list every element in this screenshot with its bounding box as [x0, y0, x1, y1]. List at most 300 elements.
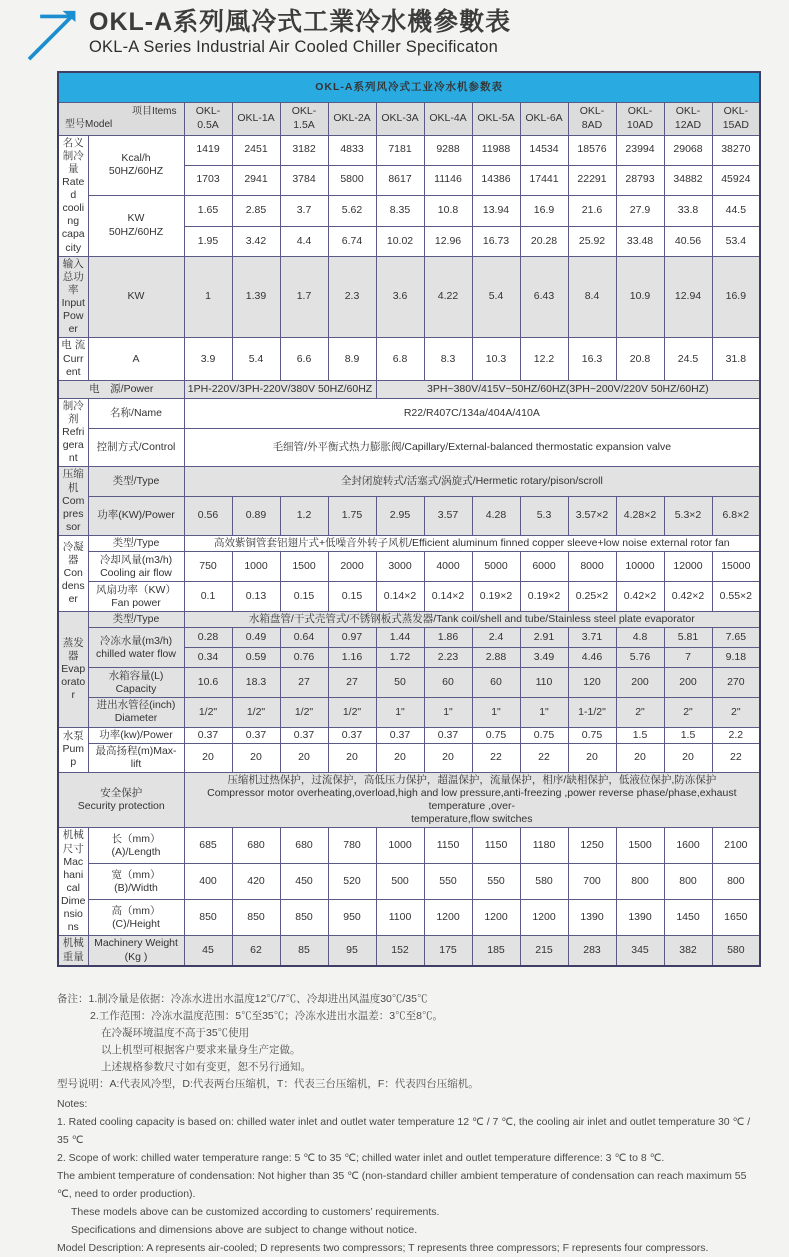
- value-cell: 850: [232, 900, 280, 936]
- value-cell: 283: [568, 936, 616, 966]
- value-cell: 685: [184, 828, 232, 864]
- value-cell: 20: [376, 743, 424, 772]
- value-cell: 500: [376, 864, 424, 900]
- value-cell: 13.94: [472, 195, 520, 226]
- value-cell: 2": [664, 698, 712, 727]
- value-cell: 1/2": [184, 698, 232, 727]
- value-cell: 16.9: [712, 256, 760, 338]
- table-row: [58, 864, 760, 900]
- note-line: 1. Rated cooling capacity is based on: chilled water inlet and outlet water temperature 12 ℃ / 7 ℃, the cooling air inlet and outlet temperature 30 ℃ / 35 ℃: [57, 1115, 751, 1146]
- value-cell: 2941: [232, 165, 280, 195]
- value-cell: 22: [520, 743, 568, 772]
- value-cell: 4.28×2: [616, 496, 664, 535]
- value-cell: 1.39: [232, 256, 280, 338]
- value-cell: 12.94: [664, 256, 712, 338]
- corner-cell: [58, 102, 184, 135]
- value-cell: 20.8: [616, 338, 664, 380]
- model-header: OKL-4A: [424, 102, 472, 135]
- note-line: Notes:: [57, 1097, 88, 1110]
- table-row: [58, 256, 760, 338]
- value-cell: 850: [280, 900, 328, 936]
- value-cell: 22291: [568, 165, 616, 195]
- value-cell: 62: [232, 936, 280, 966]
- value-cell: 0.14×2: [376, 582, 424, 612]
- value-cell: 3182: [280, 135, 328, 165]
- value-cell: 5.3×2: [664, 496, 712, 535]
- value-cell: 50: [376, 668, 424, 698]
- value-cell: 45: [184, 936, 232, 966]
- model-header: OKL-12AD: [664, 102, 712, 135]
- value-cell: 5800: [328, 165, 376, 195]
- model-header: OKL-8AD: [568, 102, 616, 135]
- value-cell: 0.14×2: [424, 582, 472, 612]
- value-cell: 2000: [328, 552, 376, 582]
- value-cell: 3.6: [376, 256, 424, 338]
- value-cell: 2.95: [376, 496, 424, 535]
- model-header: OKL-15AD: [712, 102, 760, 135]
- value-cell: 1/2": [328, 698, 376, 727]
- value-cell: 33.8: [664, 195, 712, 226]
- value-cell: 270: [712, 668, 760, 698]
- value-cell: 382: [664, 936, 712, 966]
- item-label: KW: [88, 256, 184, 338]
- span-text-cell: 毛细管/外平衡式热力膨胀阀/Capillary/External-balanced thermostatic expansion valve: [184, 429, 760, 467]
- value-cell: 7: [664, 648, 712, 668]
- model-header: OKL-6A: [520, 102, 568, 135]
- note-line: 备注：1.制冷量是依据：冷冻水进出水温度12℃/7℃、冷却进出风温度30℃/35℃: [57, 992, 428, 1005]
- value-cell: 60: [424, 668, 472, 698]
- item-label: 类型/Type: [88, 612, 184, 628]
- value-cell: 0.89: [232, 496, 280, 535]
- value-cell: 1": [424, 698, 472, 727]
- value-cell: 45924: [712, 165, 760, 195]
- value-cell: 0.76: [280, 648, 328, 668]
- value-cell: 8.9: [328, 338, 376, 380]
- span-text-cell: 3PH~380V/415V~50HZ/60HZ(3PH~200V/220V 50HZ/60HZ): [376, 380, 760, 398]
- value-cell: 175: [424, 936, 472, 966]
- value-cell: 11146: [424, 165, 472, 195]
- table-row: [58, 628, 760, 648]
- value-cell: 0.15: [280, 582, 328, 612]
- note-line: These models above can be customized according to customers’ requirements.: [71, 1205, 440, 1218]
- value-cell: 3.71: [568, 628, 616, 648]
- value-cell: 53.4: [712, 226, 760, 256]
- table-row: [58, 668, 760, 698]
- value-cell: 850: [184, 900, 232, 936]
- item-label: 高（mm）(C)/Height: [88, 900, 184, 936]
- span-text-cell: R22/R407C/134a/404A/410A: [184, 398, 760, 429]
- value-cell: 2.2: [712, 727, 760, 743]
- corner-model-label: 型号Model: [65, 119, 113, 130]
- value-cell: 21.6: [568, 195, 616, 226]
- value-cell: 4833: [328, 135, 376, 165]
- value-cell: 0.37: [328, 727, 376, 743]
- value-cell: 33.48: [616, 226, 664, 256]
- value-cell: 1: [184, 256, 232, 338]
- value-cell: 1180: [520, 828, 568, 864]
- item-label: 功率(KW)/Power: [88, 496, 184, 535]
- value-cell: 9.18: [712, 648, 760, 668]
- value-cell: 14386: [472, 165, 520, 195]
- note-line: 2.工作范围：冷冻水温度范围：5℃至35℃；冷冻水进出水温差：3℃至8℃。: [90, 1009, 443, 1022]
- section-label: 电 源/Power: [58, 380, 184, 398]
- value-cell: 24.5: [664, 338, 712, 380]
- table-caption: OKL-A系列风冷式工业冷水机参数表: [58, 72, 760, 102]
- value-cell: 3.49: [520, 648, 568, 668]
- value-cell: 2.91: [520, 628, 568, 648]
- value-cell: 0.25×2: [568, 582, 616, 612]
- notes-english: [57, 1095, 757, 1257]
- value-cell: 1500: [616, 828, 664, 864]
- value-cell: 2100: [712, 828, 760, 864]
- section-label: 机械尺寸 Machanical Dimensions: [58, 828, 88, 936]
- note-line: 在冷凝环境温度不高于35℃使用: [101, 1026, 250, 1039]
- value-cell: 0.1: [184, 582, 232, 612]
- value-cell: 0.37: [376, 727, 424, 743]
- value-cell: 1450: [664, 900, 712, 936]
- note-line: The ambient temperature of condensation: Not higher than 35 ℃ (non-standard chiller ambient temperature of condensation can reach maximum 55 ℃, need to order production).: [57, 1169, 747, 1200]
- value-cell: 0.42×2: [664, 582, 712, 612]
- value-cell: 20: [616, 743, 664, 772]
- spec-table-wrap: [57, 71, 789, 967]
- value-cell: 7.65: [712, 628, 760, 648]
- value-cell: 0.34: [184, 648, 232, 668]
- value-cell: 1000: [232, 552, 280, 582]
- table-row: [58, 727, 760, 743]
- value-cell: 5.4: [232, 338, 280, 380]
- caption-row: [58, 72, 760, 102]
- item-label: 风扇功率（KW） Fan power: [88, 582, 184, 612]
- value-cell: 1390: [616, 900, 664, 936]
- value-cell: 27.9: [616, 195, 664, 226]
- value-cell: 0.19×2: [472, 582, 520, 612]
- item-label: A: [88, 338, 184, 380]
- value-cell: 0.37: [232, 727, 280, 743]
- value-cell: 800: [664, 864, 712, 900]
- value-cell: 4.8: [616, 628, 664, 648]
- value-cell: 8.4: [568, 256, 616, 338]
- value-cell: 20: [424, 743, 472, 772]
- table-row: [58, 772, 760, 828]
- corner-items-label: 项目Items: [132, 105, 177, 117]
- value-cell: 800: [616, 864, 664, 900]
- value-cell: 5.62: [328, 195, 376, 226]
- value-cell: 1.44: [376, 628, 424, 648]
- note-line: Specifications and dimensions above are subject to change without notice.: [71, 1223, 418, 1236]
- value-cell: 20: [664, 743, 712, 772]
- value-cell: 750: [184, 552, 232, 582]
- value-cell: 9288: [424, 135, 472, 165]
- span-text-cell: 压缩机过热保护，过流保护，高低压力保护，超温保护，流量保护，相序/缺相保护，低液位保护,防冻保护 Compressor motor overheating,overload,high and low pressure,anti-freezing ,power reverse phase/phase,exhaust temperature ,over- temperature,flow switches: [184, 772, 760, 828]
- titles: [89, 7, 511, 57]
- value-cell: 3.7: [280, 195, 328, 226]
- value-cell: 34882: [664, 165, 712, 195]
- value-cell: 200: [664, 668, 712, 698]
- value-cell: 1": [520, 698, 568, 727]
- item-label: 名称/Name: [88, 398, 184, 429]
- table-row: [58, 582, 760, 612]
- value-cell: 1/2": [280, 698, 328, 727]
- value-cell: 1.65: [184, 195, 232, 226]
- value-cell: 1703: [184, 165, 232, 195]
- value-cell: 4.22: [424, 256, 472, 338]
- value-cell: 1150: [472, 828, 520, 864]
- masthead: [0, 0, 789, 61]
- value-cell: 25.92: [568, 226, 616, 256]
- value-cell: 27: [280, 668, 328, 698]
- value-cell: 1500: [280, 552, 328, 582]
- model-header-row: [58, 102, 760, 135]
- value-cell: 2.23: [424, 648, 472, 668]
- value-cell: 8617: [376, 165, 424, 195]
- value-cell: 5000: [472, 552, 520, 582]
- value-cell: 10.02: [376, 226, 424, 256]
- section-label: 压缩机 Compressor: [58, 467, 88, 536]
- table-row: [58, 743, 760, 772]
- value-cell: 16.73: [472, 226, 520, 256]
- value-cell: 20: [568, 743, 616, 772]
- value-cell: 6000: [520, 552, 568, 582]
- value-cell: 1.72: [376, 648, 424, 668]
- spec-table: [57, 71, 761, 967]
- table-row: [58, 338, 760, 380]
- value-cell: 1.95: [184, 226, 232, 256]
- span-text-cell: 水箱盘管/干式壳管式/不锈钢板式蒸发器/Tank coil/shell and tube/Stainless steel plate evaporator: [184, 612, 760, 628]
- table-row: [58, 195, 760, 226]
- value-cell: 1/2": [232, 698, 280, 727]
- value-cell: 1150: [424, 828, 472, 864]
- model-header: OKL-1.5A: [280, 102, 328, 135]
- value-cell: 1250: [568, 828, 616, 864]
- item-label: KW 50HZ/60HZ: [88, 195, 184, 256]
- table-row: [58, 936, 760, 966]
- table-row: [58, 398, 760, 429]
- value-cell: 7181: [376, 135, 424, 165]
- model-header: OKL-3A: [376, 102, 424, 135]
- model-header: OKL-1A: [232, 102, 280, 135]
- value-cell: 200: [616, 668, 664, 698]
- value-cell: 0.75: [568, 727, 616, 743]
- value-cell: 0.13: [232, 582, 280, 612]
- table-row: [58, 496, 760, 535]
- section-label: 冷凝器 Condenser: [58, 536, 88, 612]
- value-cell: 20: [232, 743, 280, 772]
- value-cell: 680: [280, 828, 328, 864]
- page-title-zh: OKL-A系列風冷式工業冷水機參數表: [89, 8, 512, 36]
- value-cell: 215: [520, 936, 568, 966]
- table-row: [58, 552, 760, 582]
- section-label: 蒸发器 Evaporator: [58, 612, 88, 727]
- value-cell: 1.86: [424, 628, 472, 648]
- section-label: 制冷剂 Refrigerant: [58, 398, 88, 467]
- table-row: [58, 536, 760, 552]
- value-cell: 16.3: [568, 338, 616, 380]
- value-cell: 4.4: [280, 226, 328, 256]
- value-cell: 4.28: [472, 496, 520, 535]
- value-cell: 0.19×2: [520, 582, 568, 612]
- value-cell: 1600: [664, 828, 712, 864]
- value-cell: 1.5: [664, 727, 712, 743]
- notes-block: [57, 991, 757, 1257]
- value-cell: 28793: [616, 165, 664, 195]
- value-cell: 8.35: [376, 195, 424, 226]
- value-cell: 10000: [616, 552, 664, 582]
- value-cell: 1200: [424, 900, 472, 936]
- section-label: 输入总功率 Input Power: [58, 256, 88, 338]
- value-cell: 5.81: [664, 628, 712, 648]
- table-row: [58, 135, 760, 165]
- value-cell: 8000: [568, 552, 616, 582]
- value-cell: 85: [280, 936, 328, 966]
- value-cell: 3000: [376, 552, 424, 582]
- item-label: Machinery Weight (Kg ): [88, 936, 184, 966]
- span-text-cell: 1PH-220V/3PH-220V/380V 50HZ/60HZ: [184, 380, 376, 398]
- value-cell: 4000: [424, 552, 472, 582]
- value-cell: 0.56: [184, 496, 232, 535]
- value-cell: 0.59: [232, 648, 280, 668]
- value-cell: 18576: [568, 135, 616, 165]
- value-cell: 6.8: [376, 338, 424, 380]
- table-row: [58, 612, 760, 628]
- table-row: [58, 429, 760, 467]
- value-cell: 15000: [712, 552, 760, 582]
- item-label: 水箱容量(L) Capacity: [88, 668, 184, 698]
- page-title-en: OKL-A Series Industrial Air Cooled Chiller Specificaton: [89, 38, 499, 56]
- value-cell: 14534: [520, 135, 568, 165]
- value-cell: 5.3: [520, 496, 568, 535]
- model-header: OKL-2A: [328, 102, 376, 135]
- value-cell: 1.2: [280, 496, 328, 535]
- section-label: 机械重量: [58, 936, 88, 966]
- value-cell: 6.6: [280, 338, 328, 380]
- item-label: 类型/Type: [88, 467, 184, 496]
- value-cell: 0.97: [328, 628, 376, 648]
- item-label: 宽（mm）(B)/Width: [88, 864, 184, 900]
- item-label: 控制方式/Control: [88, 429, 184, 467]
- value-cell: 2.4: [472, 628, 520, 648]
- item-label: 长（mm）(A)/Length: [88, 828, 184, 864]
- value-cell: 20.28: [520, 226, 568, 256]
- value-cell: 0.37: [280, 727, 328, 743]
- value-cell: 12000: [664, 552, 712, 582]
- value-cell: 0.75: [472, 727, 520, 743]
- table-row: [58, 467, 760, 496]
- value-cell: 1.75: [328, 496, 376, 535]
- value-cell: 22: [472, 743, 520, 772]
- model-header: OKL-10AD: [616, 102, 664, 135]
- value-cell: 0.75: [520, 727, 568, 743]
- value-cell: 550: [424, 864, 472, 900]
- table-row: [58, 900, 760, 936]
- value-cell: 1.5: [616, 727, 664, 743]
- value-cell: 2.88: [472, 648, 520, 668]
- value-cell: 5.76: [616, 648, 664, 668]
- notes-chinese: [57, 991, 757, 1093]
- value-cell: 1650: [712, 900, 760, 936]
- value-cell: 3784: [280, 165, 328, 195]
- value-cell: 8.3: [424, 338, 472, 380]
- section-label: 电 流 Current: [58, 338, 88, 380]
- value-cell: 20: [328, 743, 376, 772]
- value-cell: 23994: [616, 135, 664, 165]
- value-cell: 1000: [376, 828, 424, 864]
- value-cell: 1419: [184, 135, 232, 165]
- value-cell: 580: [520, 864, 568, 900]
- item-label: 类型/Type: [88, 536, 184, 552]
- value-cell: 29068: [664, 135, 712, 165]
- value-cell: 3.57×2: [568, 496, 616, 535]
- section-label: 名义制冷量 Rated cooling capacity: [58, 135, 88, 256]
- value-cell: 10.6: [184, 668, 232, 698]
- value-cell: 0.15: [328, 582, 376, 612]
- value-cell: 1.7: [280, 256, 328, 338]
- value-cell: 1100: [376, 900, 424, 936]
- table-row: [58, 380, 760, 398]
- value-cell: 22: [712, 743, 760, 772]
- value-cell: 1-1/2": [568, 698, 616, 727]
- value-cell: 0.37: [184, 727, 232, 743]
- value-cell: 520: [328, 864, 376, 900]
- value-cell: 2": [616, 698, 664, 727]
- value-cell: 3.57: [424, 496, 472, 535]
- value-cell: 6.74: [328, 226, 376, 256]
- model-header: OKL-0.5A: [184, 102, 232, 135]
- span-text-cell: 高效紫铜管套铝翅片式+低噪音外转子风机/Efficient aluminum finned copper sleeve+low noise external rotor fan: [184, 536, 760, 552]
- section-label: 安全保护 Security protection: [58, 772, 184, 828]
- note-line: Model Description: A represents air-cooled; D represents two compressors; T represents three compressors; F represents four compressors.: [57, 1242, 709, 1254]
- value-cell: 2451: [232, 135, 280, 165]
- model-header: OKL-5A: [472, 102, 520, 135]
- value-cell: 950: [328, 900, 376, 936]
- value-cell: 185: [472, 936, 520, 966]
- note-line: 2. Scope of work: chilled water temperature range: 5 ℃ to 35 ℃; chilled water inlet and outlet temperature difference: 3 ℃ to 8 ℃.: [57, 1151, 665, 1164]
- value-cell: 420: [232, 864, 280, 900]
- value-cell: 3.9: [184, 338, 232, 380]
- value-cell: 550: [472, 864, 520, 900]
- span-text-cell: 全封闭旋转式/活塞式/涡旋式/Hermetic rotary/pison/scroll: [184, 467, 760, 496]
- value-cell: 0.28: [184, 628, 232, 648]
- value-cell: 110: [520, 668, 568, 698]
- note-line: 上述规格参数尺寸如有变更，恕不另行通知。: [101, 1060, 311, 1073]
- item-label: 冷冻水量(m3/h) chilled water flow: [88, 628, 184, 668]
- value-cell: 11988: [472, 135, 520, 165]
- table-row: [58, 828, 760, 864]
- value-cell: 10.9: [616, 256, 664, 338]
- value-cell: 10.3: [472, 338, 520, 380]
- note-line: 型号说明：A:代表风冷型，D:代表两台压缩机，T：代表三台压缩机，F：代表四台压缩机。: [57, 1077, 479, 1090]
- value-cell: 1390: [568, 900, 616, 936]
- value-cell: 2": [712, 698, 760, 727]
- value-cell: 6.8×2: [712, 496, 760, 535]
- section-label: 水泵 Pump: [58, 727, 88, 772]
- value-cell: 95: [328, 936, 376, 966]
- value-cell: 20: [184, 743, 232, 772]
- value-cell: 16.9: [520, 195, 568, 226]
- value-cell: 700: [568, 864, 616, 900]
- item-label: 最高扬程(m)Max-lift: [88, 743, 184, 772]
- value-cell: 1.16: [328, 648, 376, 668]
- value-cell: 0.42×2: [616, 582, 664, 612]
- value-cell: 20: [280, 743, 328, 772]
- value-cell: 5.4: [472, 256, 520, 338]
- value-cell: 120: [568, 668, 616, 698]
- value-cell: 1200: [520, 900, 568, 936]
- item-label: 功率(kw)/Power: [88, 727, 184, 743]
- value-cell: 40.56: [664, 226, 712, 256]
- value-cell: 3.42: [232, 226, 280, 256]
- table-row: [58, 698, 760, 727]
- value-cell: 580: [712, 936, 760, 966]
